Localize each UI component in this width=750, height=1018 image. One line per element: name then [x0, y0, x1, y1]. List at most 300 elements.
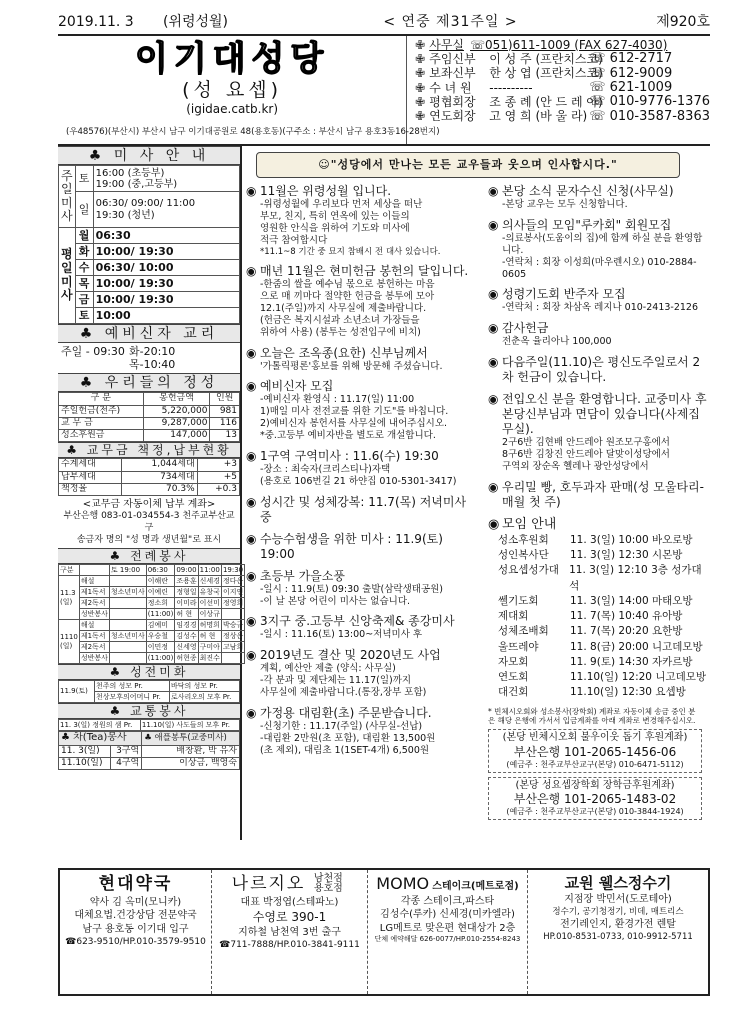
- news-heading: 성시간 및 성체강복: 11.7(목) 저녁미사 중: [260, 494, 467, 524]
- offering-table: [58, 392, 240, 442]
- news-heading: 오늘은 조옥종(요한) 신부님께서: [260, 345, 428, 360]
- table-header-cell: 봉헌금액: [143, 393, 210, 405]
- cross-icon: ✙: [415, 37, 426, 52]
- feast-month: (위령성월): [163, 14, 229, 31]
- meeting-time: 11. 3(일) 10:00 바오로방: [570, 534, 693, 546]
- news-heading: 본당 소식 문자수신 신청(사무실): [502, 184, 674, 198]
- weekday-row: [59, 228, 240, 244]
- bullet-icon: ◉: [246, 614, 257, 629]
- news-item: [246, 264, 476, 338]
- table-cell: 청소년미사: [110, 631, 145, 640]
- staff-row: [415, 81, 710, 95]
- bullet-icon: ◉: [488, 479, 499, 494]
- staff-row: [415, 95, 710, 109]
- news-detail: -신청기한 : 11.17(주일) (사무실-선납): [260, 720, 423, 732]
- transport-header: ♣ 교통봉사: [58, 703, 240, 719]
- meeting-time: 11. 3(일) 12:10 3층 성가대석: [569, 564, 702, 592]
- greeting-banner: ☺"성당에서 만나는 모든 교우들과 웃으며 인사합시다.": [256, 152, 680, 178]
- contact-block: [407, 36, 710, 144]
- staff-phone: ☏ 612-2717: [589, 51, 673, 67]
- staff-name: 고 영 희 (바 울 라): [489, 109, 588, 124]
- table-cell: 제2독서: [79, 598, 109, 609]
- table-cell: 유창국: [199, 587, 220, 596]
- table-header-cell: 토 19:00: [109, 565, 146, 576]
- table-cell: 신세영: [176, 642, 197, 651]
- news-detail: -한줌의 쌀을 예수님 몫으로 봉헌하는 마음: [260, 279, 435, 291]
- staff-name: 조 종 례 (안 드 레 아): [489, 94, 603, 109]
- sunday-mass-label: 주일미사: [59, 166, 76, 228]
- news-heading: 가정용 대림환(초) 주문받습니다.: [260, 705, 432, 720]
- meeting-row: [488, 685, 710, 700]
- bullet-icon: ◉: [488, 184, 499, 198]
- table-header-row: [59, 393, 240, 405]
- table-cell: 제2독서: [79, 642, 109, 653]
- staff-role: 보좌신부: [429, 66, 476, 81]
- ad-water-purifier: 교원 웰스정수기 지점장 박민서(도로테아) 정수기, 공기청정기, 비데, 매트리스 전기레인지, 환경가전 렌탈 HP.010-8531-0733, 010-9912-5711: [543, 874, 693, 942]
- staff-row: [415, 67, 710, 81]
- table-cell: 3구역: [110, 745, 141, 757]
- table-cell: 고남희: [222, 642, 244, 651]
- table-header-row: [59, 565, 245, 576]
- meeting-row: [488, 594, 710, 609]
- weekday-day: 월: [75, 228, 93, 244]
- table-row: [59, 471, 240, 483]
- meeting-row: [488, 655, 710, 670]
- patron-saint: (성 요셉): [182, 78, 283, 101]
- news-left: [246, 184, 482, 824]
- bullet-icon: ◉: [488, 321, 499, 336]
- ad-momo: MOMO 스테이크(메트로점) 각종 스테이크,파스타 김성수(루카) 신세경(미카엘라) LG메트로 맞은편 현대상가 2층 단체 예약해달 626-0077/HP.010-2554-8243: [368, 870, 528, 994]
- sat-label: 토: [75, 166, 93, 192]
- staff-phone: ☏ 612-9009: [589, 65, 673, 81]
- news-heading: 전입오신 분을 환영합니다. 교중미사 후 본당신부님과 면담이 있습니다(사제집무실).: [502, 392, 707, 437]
- table-cell: 4구역: [110, 757, 141, 769]
- news-heading: 성령기도회 반주자 모집: [502, 287, 626, 302]
- meeting-group: 연도회: [498, 670, 529, 683]
- table-cell: 해설: [79, 620, 109, 631]
- staff-phone: ☏ 010-3587-8363: [589, 108, 710, 124]
- table-cell: +0.3: [197, 483, 239, 495]
- news-item: [246, 379, 476, 442]
- news-right: [482, 184, 710, 824]
- meeting-row: [488, 548, 710, 563]
- liturgy-header: ♣ 전례봉사: [58, 548, 240, 564]
- news-heading: 우리밀 빵, 호두과자 판매(성 모울타리-매월 첫 주): [502, 479, 704, 509]
- news-item: [488, 184, 710, 211]
- bullet-icon: ◉: [488, 287, 499, 302]
- table-cell: [109, 598, 146, 609]
- weekday-time: 10:00/ 19:30: [93, 292, 239, 308]
- news-detail: 위하여 사용) (봉투는 성전입구에 비치): [260, 326, 421, 338]
- table-cell: 해설: [79, 576, 109, 587]
- liturgy-table: [58, 564, 245, 664]
- news-item: [246, 648, 476, 699]
- table-cell: 조용훈: [176, 576, 197, 585]
- table-cell: (11:00): [147, 609, 174, 618]
- meeting-time: 11. 8(금) 20:00 니고데모방: [570, 640, 703, 653]
- news-heading: 예비신자 모집: [260, 379, 334, 394]
- meeting-group: 제대회: [498, 610, 529, 623]
- news-detail: 1)매일 미사 전전교를 위한 기도"를 바칩니다.: [260, 406, 449, 418]
- table-cell: [109, 576, 146, 587]
- meeting-time: 11. 7(목) 20:20 요한방: [570, 625, 683, 638]
- table-cell: 이선미: [199, 598, 220, 607]
- news-detail: (초 제외), 대림초 1(1SET-4개) 6,500원: [260, 744, 430, 756]
- bullet-icon: ◉: [246, 264, 257, 279]
- meeting-group: 성체조배회: [498, 625, 549, 638]
- staff-row: [415, 109, 710, 123]
- table-row: [59, 598, 245, 609]
- staff-row: [415, 52, 710, 66]
- cross-icon: ✙: [415, 109, 426, 124]
- meeting-time: 11. 3(일) 12:30 시몬방: [570, 549, 683, 562]
- news-heading: 수능수험생을 위한 미사 : 11.9(토) 19:00: [260, 531, 443, 561]
- bullet-icon: ◉: [246, 648, 257, 663]
- table-cell: 13: [210, 430, 240, 442]
- table-cell: 신세경: [199, 576, 220, 585]
- cross-icon: ✙: [415, 94, 426, 109]
- table-cell: 제1독서: [79, 631, 109, 642]
- news-item: [246, 495, 476, 525]
- news-detail: *중.고등부 예비자반을 별도로 개설합니다.: [260, 430, 436, 441]
- table-cell: 납부세대: [59, 471, 122, 483]
- news-detail: 으로 매 끼마다 절약한 헌금을 봉투에 모아: [260, 291, 435, 302]
- table-cell: 김예미: [146, 620, 175, 631]
- table-header-cell: 11:00: [199, 565, 220, 574]
- news-detail: '가톨릭평론'홍보를 위해 방문해 주셨습니다.: [260, 360, 443, 372]
- groups-section: ◉ 모임 안내 성소후원회 11. 3(일) 10:00 바오로방 성인복사단 11. 3(일) 12:30 시몬방 성요셉성가대 11. 3(일) 12:10 3층 성가대석 쎌기도회 11. 3(일) 14:00 마태오방 제대회 11. 7(목) 10:40 유아방 성체조배회 11. 7(목) 20:20 요한방 울뜨레야 11. 8(금) 20:00 니고데모방 자모회 11. 9(토) 14:30 자카르방 연도회 11.10(일) 12:20 니고데모방 대건회 11.10(일) 12:30 요셉방: [488, 517, 710, 701]
- bullet-icon: ◉: [488, 392, 499, 407]
- weekday-mass-label: 평일미사: [59, 228, 76, 324]
- weekday-time: 10:00/ 19:30: [93, 244, 239, 260]
- weekday-row: [59, 260, 240, 276]
- meeting-group: 성소후원회: [498, 534, 549, 546]
- liturgy-date: 11.3 (일): [59, 576, 80, 620]
- news-item: [246, 346, 476, 373]
- table-cell: 정다은: [222, 576, 244, 585]
- cross-icon: ✙: [415, 80, 426, 95]
- weekday-row: [59, 244, 240, 260]
- weekday-rows: [59, 228, 240, 324]
- news-detail: 2구6반 김현배 안드레아 원조모구홍에서: [502, 437, 670, 449]
- table-cell: 정영희: [222, 598, 244, 607]
- news-heading: 1구역 구역미사 : 11.6(수) 19:30: [260, 448, 439, 463]
- meeting-time: 11.10(일) 12:30 요셉방: [570, 686, 686, 699]
- left-column: [58, 146, 242, 840]
- cleaning-header: ♣ 성전미화: [58, 664, 240, 680]
- weekday-time: 10:00: [93, 308, 239, 324]
- table-cell: 제1독서: [79, 587, 109, 598]
- account-change-notice: * 빈체시오회와 성소봉사(장학회) 계좌로 자동이체 송금 중인 분은 해당 은행에 가서서 입금계좌를 아래 계좌로 변경해주십시오.: [488, 707, 696, 726]
- news-item: [488, 287, 710, 314]
- meeting-time: 11. 9(토) 14:30 자카르방: [570, 655, 693, 668]
- issue-number: 제920호: [656, 14, 710, 31]
- cross-icon: ✙: [415, 51, 426, 66]
- table-cell: 이미라: [176, 598, 197, 607]
- weekday-day: 목: [75, 276, 93, 292]
- news-detail: -대림환 2만원(초 포함), 대림환 13,500원: [260, 732, 436, 744]
- bulletin-date: 2019.11. 3: [58, 14, 134, 31]
- bullet-icon: ◉: [488, 355, 499, 370]
- news-detail: -예비신자 환영식 : 11.17(일) 11:00: [260, 394, 415, 406]
- tithe-table: [58, 458, 240, 496]
- news-detail: -이 날 본당 어린이 미사는 없습니다.: [260, 595, 411, 607]
- news-item: [488, 321, 710, 348]
- news-detail: -일시 : 11.16(토) 13:00~저녁미사 후: [260, 629, 423, 641]
- meeting-time: 11.10(일) 12:20 니고데모방: [570, 670, 707, 683]
- meeting-time: 11. 3(일) 14:00 마태오방: [570, 594, 693, 607]
- weekday-row: [59, 276, 240, 292]
- right-column: [242, 146, 710, 840]
- main-body: [58, 146, 710, 840]
- meeting-group: 울뜨레야: [498, 640, 539, 653]
- office-row: [415, 38, 710, 52]
- table-cell: 70.3%: [121, 483, 197, 495]
- table-row: [59, 405, 240, 417]
- weekday-day: 수: [75, 260, 93, 276]
- table-cell: +3: [197, 459, 239, 471]
- sun-times: 06:30/ 09:00/ 11:00 19:30 (청년): [93, 192, 239, 228]
- table-row: [59, 745, 240, 757]
- scholarship-account: (본당 성요셉장학회 장학금후원계좌) 부산은행 101-2065-1483-02 (예금주 : 천주교부산교구(본당) 010-3844-1924): [488, 777, 702, 821]
- bullet-icon: ◉: [246, 448, 257, 463]
- table-cell: 116: [210, 417, 240, 429]
- news-item: [246, 706, 476, 757]
- header: [58, 34, 710, 146]
- table-cell: [109, 642, 146, 653]
- liturgical-week: < 연중 제31주일 >: [383, 14, 518, 31]
- staff-role: 주임신부: [429, 51, 476, 66]
- table-cell: +5: [197, 471, 239, 483]
- table-cell: 주일헌금(전주): [59, 405, 144, 417]
- table-cell: [109, 620, 146, 631]
- table-cell: 김성수: [176, 631, 197, 640]
- table-cell: 성반봉사: [80, 653, 108, 662]
- news-detail: -연락처 : 회장 이성희(마우렌시오) 010-2884-0605: [502, 256, 697, 280]
- news-detail: 2)예비신자 봉헌서를 사무실에 내어주십시오.: [260, 418, 448, 430]
- table-cell: 11.10(일): [59, 757, 111, 769]
- news-detail: (용호로 106번길 21 하얀집 010-5301-3417): [260, 475, 457, 487]
- table-row: [59, 417, 240, 429]
- table-cell: 구미아: [199, 642, 220, 651]
- table-cell: 배창환, 박 유자: [142, 745, 240, 757]
- news-heading: 초등부 가을소풍: [260, 568, 345, 583]
- transport-table: 11. 3(일) 정원의 샘 Pr. 11.10(일) 사도들의 모후 Pr.: [58, 719, 240, 731]
- table-cell: 1,044세대: [121, 459, 197, 471]
- meeting-row: [488, 533, 710, 548]
- weekday-time: 06:30/ 10:00: [93, 260, 239, 276]
- table-row: [59, 459, 240, 471]
- news-detail: -일시 : 11.9(토) 09:30 출발(삼락생태공원): [260, 583, 444, 595]
- table-cell: 책정율: [59, 483, 122, 495]
- parish-title: 이기대성당: [135, 39, 330, 79]
- table-cell: 우승철: [146, 631, 175, 642]
- news-detail: 구역외 장순옥 헬레나 광안성당에서: [502, 460, 649, 472]
- table-cell: 이지연: [222, 587, 244, 596]
- table-cell: 정소희: [146, 598, 175, 609]
- table-cell: 정상은: [222, 631, 244, 640]
- weekday-time: 10:00/ 19:30: [93, 276, 239, 292]
- staff-list: [415, 52, 710, 123]
- news-item: [488, 355, 710, 385]
- news-item: [246, 449, 476, 488]
- bullet-icon: ◉: [488, 217, 499, 232]
- news-item: [488, 480, 710, 510]
- table-cell: 이상금, 백영숙: [142, 757, 240, 769]
- meeting-group: 쎌기도회: [498, 594, 539, 607]
- news-item: [246, 569, 476, 608]
- table-cell: 이예린: [146, 587, 175, 598]
- table-header-cell: 06:30: [146, 565, 175, 576]
- mass-table: [58, 165, 240, 324]
- news-item: [246, 184, 476, 257]
- meeting-group: 자모회: [498, 655, 529, 668]
- news-detail: -장소 : 최숙자(크리스티나)자택: [260, 463, 391, 475]
- cross-icon: ✙: [415, 66, 426, 81]
- weekday-time: 06:30: [93, 228, 239, 244]
- table-cell: 이민정: [146, 642, 175, 653]
- staff-phone: ☏ 010-9776-1376: [589, 94, 710, 110]
- news-heading: 다음주일(11.10)은 평신도주일로서 2차 헌금이 있습니다.: [502, 355, 701, 385]
- news-detail: -각 분과 및 제단체는 11.17(일)까지: [260, 675, 412, 687]
- news-detail: -본당 교우는 모두 신청합니다.: [502, 199, 628, 210]
- table-cell: 박승규: [222, 620, 244, 629]
- sponsor-ads: [58, 868, 710, 996]
- vincent-account: (본당 빈체시오회 불우이웃 돕기 후원계좌) 부산은행 101-2065-1456-06 (예금주 : 천주교부산교구(본당) 010-6471-5112): [488, 729, 702, 773]
- news-item: [246, 532, 476, 562]
- news-detail: 계획, 예산안 제출 (양식: 사무실): [260, 663, 396, 675]
- weekday-row: [59, 308, 240, 324]
- mass-header: ♣ 미 사 안 내: [58, 146, 240, 165]
- table-row: [59, 642, 245, 653]
- table-cell: (11:00): [147, 653, 174, 662]
- table-cell: 이해란: [146, 576, 175, 587]
- ad-pharmacy: 현대약국 약사 김 옥미(모니카) 대체요법.건강상담 전문약국 남구 용호동 이기대 입구 ☎623-9510/HP.010-3579-9510: [60, 870, 212, 994]
- meeting-group: 성인복사단: [498, 549, 549, 562]
- table-row: [59, 430, 240, 442]
- news-detail: 12.1(주일)까지 사무실에 제출바랍니다.: [260, 302, 427, 314]
- liturgy-date: 1110 (일): [59, 620, 80, 664]
- news-item: [488, 392, 710, 473]
- table-row: [59, 587, 245, 598]
- top-bar: [58, 12, 710, 34]
- office-phone: ☏051)611-1009 (FAX 627-4030): [470, 37, 668, 52]
- news-heading: 의사들의 모임"루카회" 회원모집: [502, 217, 672, 232]
- table-row: [59, 576, 245, 587]
- table-row: [59, 631, 245, 642]
- table-row: [59, 609, 245, 620]
- news-heading: 매년 11월은 현미헌금 봉헌의 달입니다.: [260, 264, 469, 279]
- sun-label: 일: [75, 192, 93, 228]
- catechism-header: ♣ 예비신자 교리: [58, 324, 240, 343]
- tea-table: ♣ 차(Tea)봉사 ♣ 애플봉투(교중미사) 11. 3(일) 3구역 배창환, 박 유자 11.10(일) 4구역 이상금, 백영숙: [58, 731, 240, 770]
- bullet-icon: ◉: [246, 184, 257, 198]
- staff-role: 수 녀 원: [429, 80, 472, 95]
- bullet-icon: ◉: [246, 531, 257, 546]
- table-cell: 11. 3(일): [59, 745, 111, 757]
- meeting-group: 대건회: [498, 686, 529, 699]
- table-cell: 이상규: [199, 609, 220, 618]
- news-detail: 부모, 친지, 특히 연옥에 있는 이들의: [260, 210, 410, 222]
- table-header-cell: 09:00: [176, 565, 197, 574]
- cleaning-table: 11.9(토) 천주의 성모 Pr. 바닥의 성모 Pr. 천상모후의어머니 Pr. 로사리오의 모후 Pr.: [58, 680, 240, 703]
- parish-address: (우48576)(부산시) 부산시 남구 이기대공원로 48(용호동)(구주소 : 부산시 남구 용호3동16-28번지): [66, 127, 440, 138]
- meeting-row: [488, 563, 710, 593]
- weekday-day: 금: [75, 292, 93, 308]
- tithe-header: ♣ 교무금 책정,납부현황: [58, 442, 240, 458]
- table-cell: 정형일: [176, 587, 197, 596]
- news-detail: 적극 참여합시다: [260, 234, 328, 246]
- office-label: 사무실: [429, 37, 465, 52]
- table-cell: 임경경: [176, 620, 197, 629]
- table-cell: 허명희: [199, 620, 220, 629]
- table-row: [59, 483, 240, 495]
- table-header-cell: 인원: [210, 393, 240, 405]
- table-header-cell: 구분: [59, 565, 80, 576]
- staff-role: 연도회장: [429, 109, 476, 124]
- meeting-row: [488, 640, 710, 655]
- staff-name: 이 성 주 (프란치스코): [489, 51, 603, 66]
- staff-name: ----------: [489, 80, 533, 95]
- staff-phone: ☏ 621-1009: [589, 79, 673, 95]
- table-cell: 허 현: [175, 609, 198, 620]
- table-cell: [109, 609, 146, 620]
- bullet-icon: ◉: [246, 345, 257, 360]
- weekday-row: [59, 292, 240, 308]
- table-cell: 981: [210, 405, 240, 417]
- table-cell: 147,000: [143, 430, 210, 442]
- table-cell: 교 무 금: [59, 417, 144, 429]
- news-heading: 2019년도 결산 및 2020년도 사업: [260, 648, 441, 663]
- weekday-day: 토: [75, 308, 93, 324]
- ad-narjio: 나르지오 남천점 용호점 대표 박정엽(스테파노) 수영로 390-1 지하철 남천역 3번 출구 ☎711-7888/HP.010-3841-9111: [212, 870, 368, 994]
- table-row: [59, 653, 245, 664]
- news-heading: 감사헌금: [502, 321, 549, 336]
- table-header-cell: 19:30: [222, 565, 244, 574]
- offering-header: ♣ 우리들의 정성: [58, 373, 240, 392]
- bullet-icon: ◉: [246, 705, 257, 720]
- table-cell: 5,220,000: [143, 405, 210, 417]
- news-detail: -의료봉사(도움이의 집)에 함께 하실 분을 환영합니다.: [502, 232, 703, 256]
- meeting-row: [488, 609, 710, 624]
- news-detail: 8구6반 김창진 안드레아 달맞이성당에서: [502, 449, 670, 460]
- sat-times: 16:00 (초등부) 19:00 (중,고등부): [93, 166, 239, 192]
- table-cell: 수계세대: [59, 459, 122, 471]
- meeting-time: 11. 7(목) 10:40 유아방: [570, 610, 683, 623]
- table-cell: 최진수: [199, 653, 220, 662]
- news-detail: 전춘옥 율리아나 100,000: [502, 336, 612, 348]
- news-heading: 3지구 중.고등부 신앙축제& 종강미사: [260, 614, 455, 629]
- parish-url[interactable]: (igidae.catb.kr): [186, 102, 279, 117]
- catechism-times: 주일 - 09:30 화-20:10 목-10:40: [61, 345, 176, 372]
- news-item: [488, 218, 710, 281]
- staff-role: 평협회장: [429, 94, 476, 109]
- staff-name: 한 상 엽 (프란치스코): [489, 66, 603, 81]
- table-cell: 734세대: [121, 471, 197, 483]
- news-detail: -연락처 : 회장 차삼옥 레지나 010-2413-2126: [502, 302, 699, 314]
- table-cell: 청소년미사: [110, 587, 145, 596]
- meeting-row: [488, 670, 710, 685]
- bullet-icon: ◉: [246, 568, 257, 583]
- table-header-cell: 구 분: [59, 393, 144, 405]
- meeting-row: [488, 624, 710, 639]
- table-cell: 9,287,000: [143, 417, 210, 429]
- table-row: [59, 757, 240, 769]
- news-detail: 영원한 안식을 위하여 기도와 미사에: [260, 222, 410, 234]
- news-note: *11.1~8 기간 중 묘지 참배시 전 대사 있습니다.: [260, 246, 441, 257]
- table-cell: 허현종: [176, 653, 197, 662]
- news-detail: 사무실에 제출바랍니다.(통장,장부 포함): [260, 687, 427, 698]
